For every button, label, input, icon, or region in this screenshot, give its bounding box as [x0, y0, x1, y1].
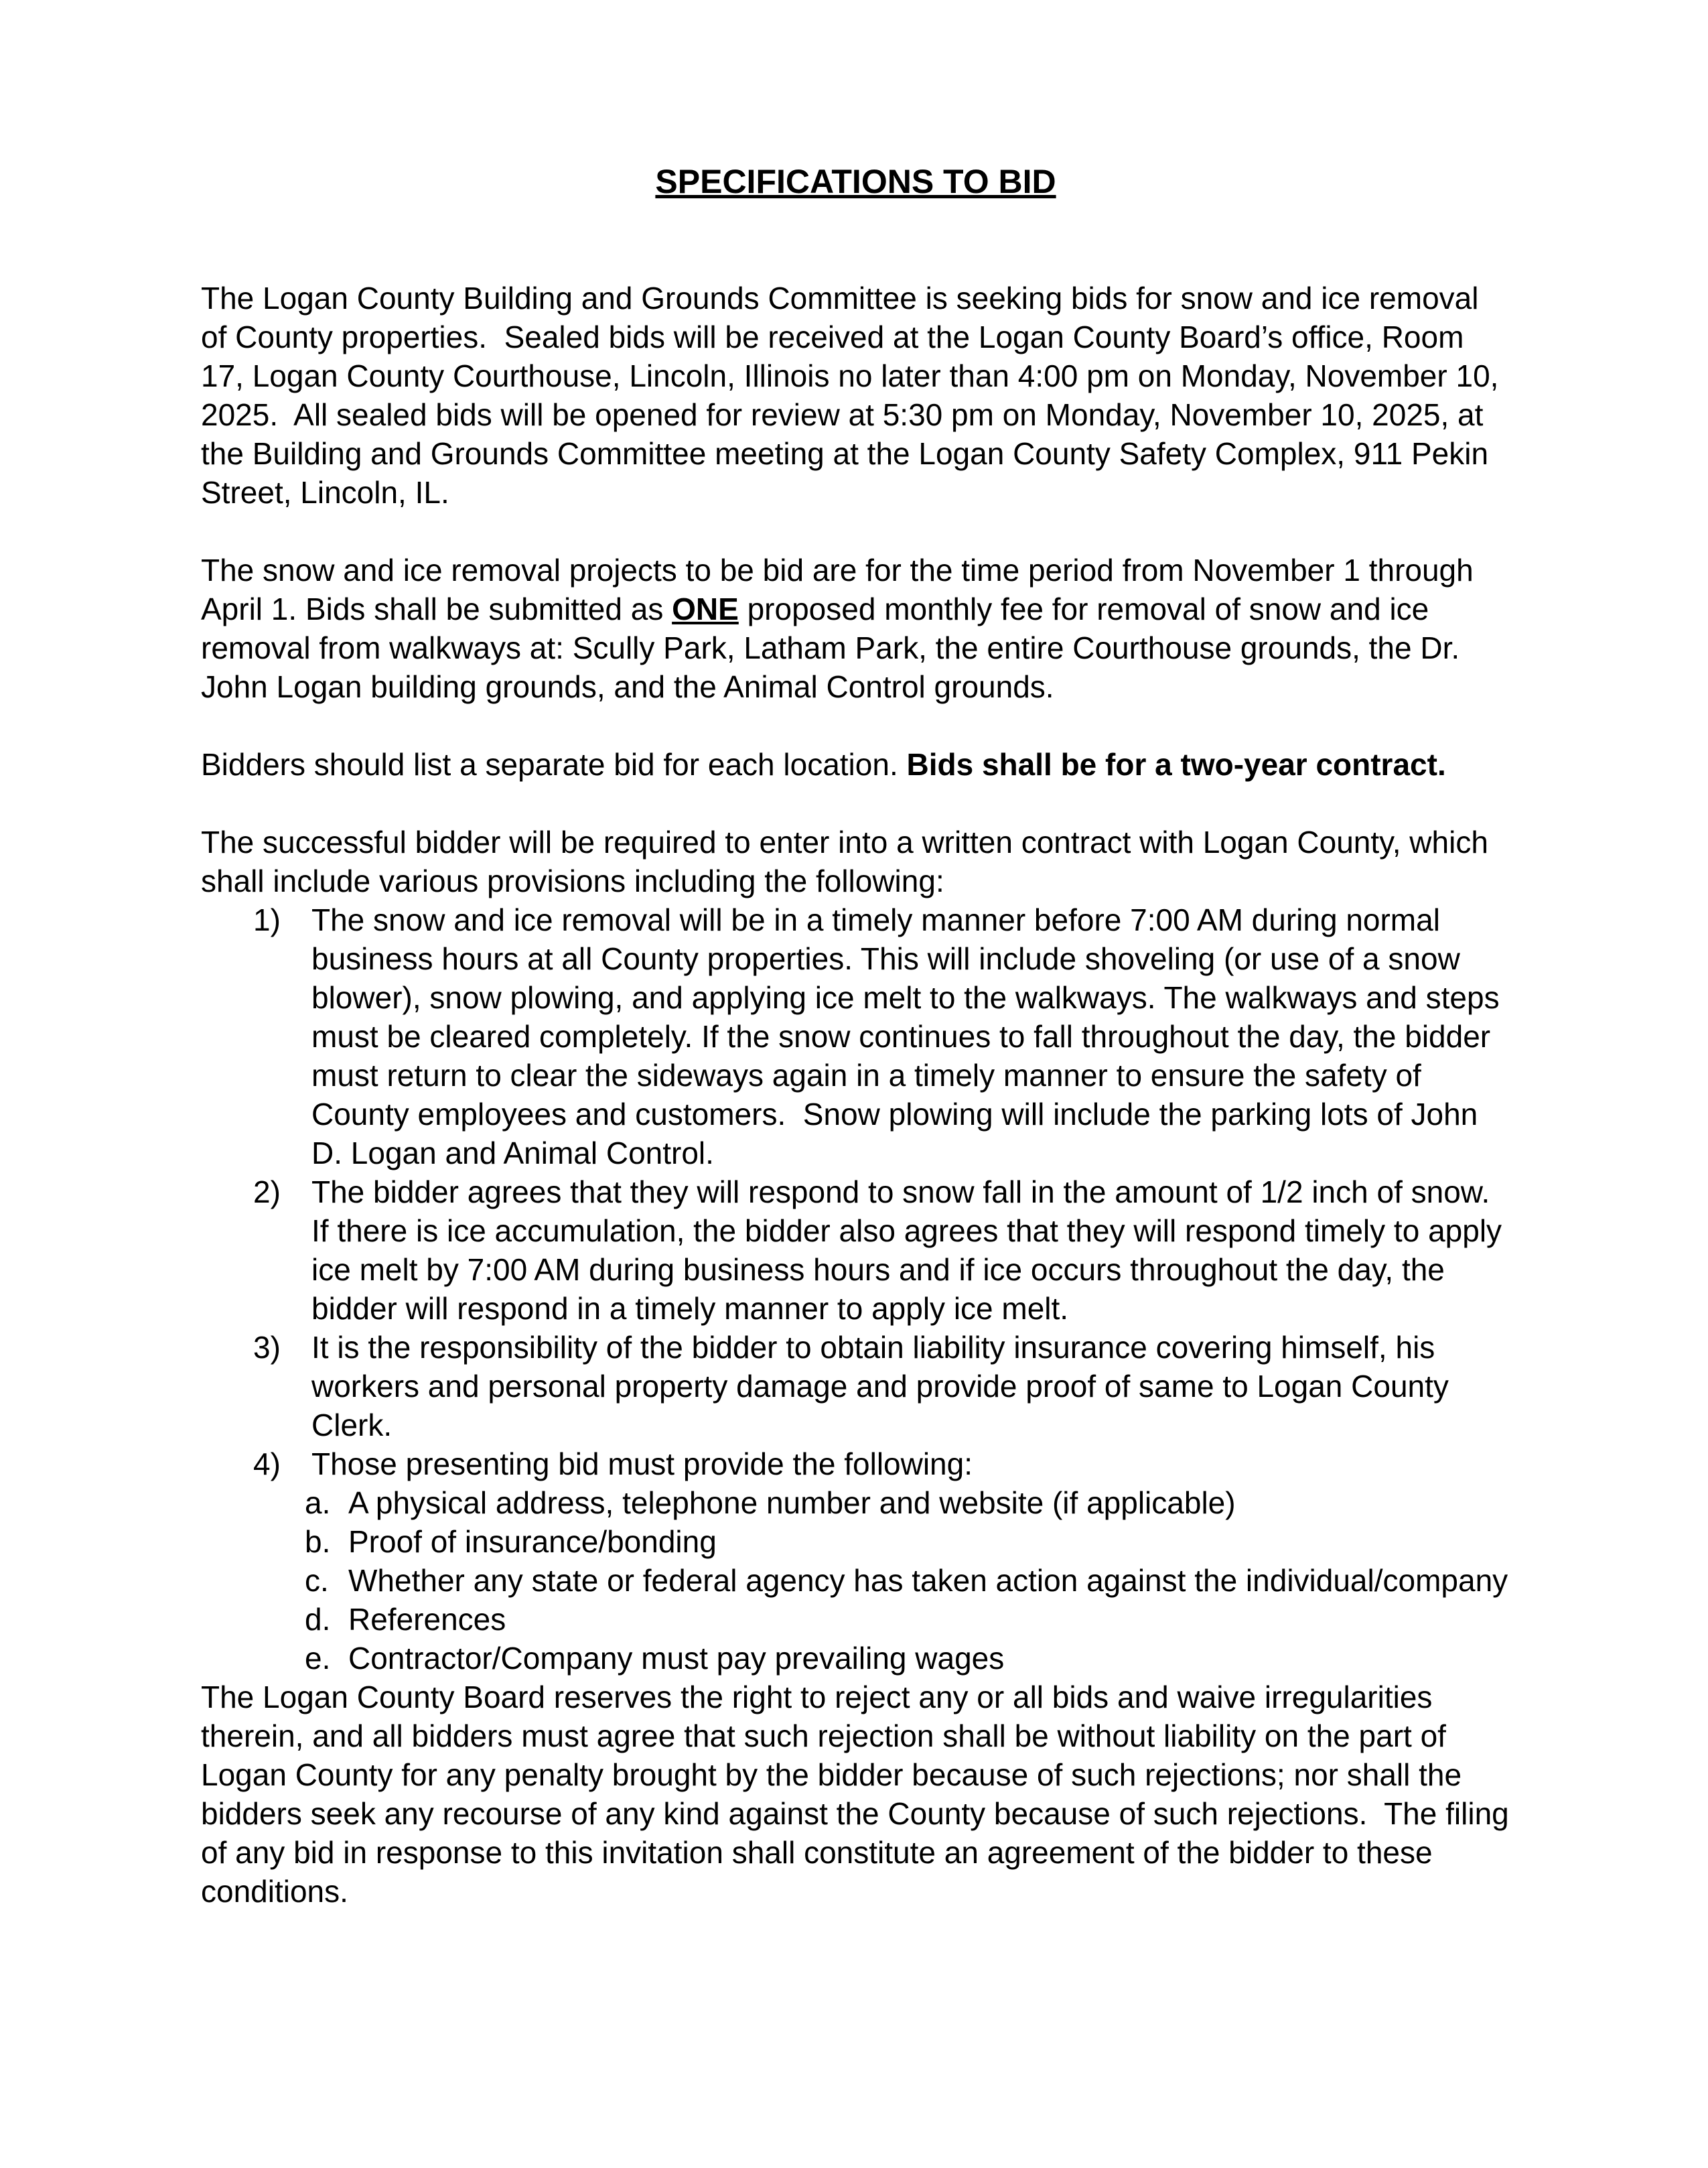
list-item-1-marker: 1): [253, 902, 281, 937]
sublist-item-b-text: Proof of insurance/bonding: [348, 1524, 717, 1559]
list-item-2-marker: 2): [253, 1174, 281, 1209]
list-item-3: [201, 1328, 1510, 1444]
sublist-item-e-marker: e.: [305, 1641, 331, 1676]
sublist-item-d: [201, 1600, 1510, 1639]
list-item-4-marker: 4): [253, 1446, 281, 1481]
sublist-item-b-marker: b.: [305, 1524, 331, 1559]
paragraph-separate-bids-pre: Bidders should list a separate bid for each location.: [201, 747, 907, 782]
sublist-item-e-text: Contractor/Company must pay prevailing wages: [348, 1641, 1005, 1676]
list-item-4-text: Those presenting bid must provide the following:: [311, 1446, 973, 1481]
sublist-item-d-marker: d.: [305, 1602, 331, 1637]
sublist-item-d-text: References: [348, 1602, 506, 1637]
paragraph-project-scope-one-emphasis: ONE: [672, 592, 739, 626]
sublist-item-c-text: Whether any state or federal agency has taken action against the individual/company: [348, 1563, 1508, 1598]
list-item-3-marker: 3): [253, 1330, 281, 1365]
paragraph-project-scope-post: proposed monthly fee for removal of snow and ice removal from walkways at: Scully Park, Latham Park, the entire Courthouse grounds, the Dr. John Logan building grounds, and the Animal Control grounds.: [201, 592, 1468, 704]
paragraph-contract-provisions-intro-text: The successful bidder will be required to enter into a written contract with Logan County, which shall include various provisions including the following:: [201, 825, 1497, 898]
lettered-sublist: [201, 1483, 1510, 1678]
paragraph-contract-provisions-intro: [201, 823, 1510, 900]
list-item-1: [201, 900, 1510, 1172]
sublist-item-c-marker: c.: [305, 1563, 329, 1598]
list-item-2-text: The bidder agrees that they will respond to snow fall in the amount of 1/2 inch of snow. If there is ice accumulation, the bidder also agrees that they will respond timely to apply ice melt by 7:00 AM during business hours and if ice occurs throughout the day, the bidder will respond in a timely manner to apply ice melt.: [311, 1174, 1510, 1326]
paragraph-bid-invitation-text: The Logan County Building and Grounds Committee is seeking bids for snow and ice removal of County properties. Sealed bids will be received at the Logan County Board’s office, Room 17, Logan County Courthouse, Lincoln, Illinois no later than 4:00 pm on Monday, November 10, 2025. All sealed bids will be opened for review at 5:30 pm on Monday, November 10, 2025, at the Building and Grounds Committee meeting at the Logan County Safety Complex, 911 Pekin Street, Lincoln, IL.: [201, 281, 1508, 510]
sublist-item-b: [201, 1522, 1510, 1561]
document-title: SPECIFICATIONS TO BID: [655, 163, 1056, 200]
numbered-list: [201, 900, 1510, 1678]
sublist-item-e: [201, 1639, 1510, 1678]
paragraph-separate-bids: [201, 745, 1510, 784]
paragraph-bid-invitation: [201, 279, 1510, 512]
paragraph-rejection-rights-text: The Logan County Board reserves the right to reject any or all bids and waive irregularities therein, and all bidders must agree that such rejection shall be without liability on the part of Logan County for any penalty brought by the bidder because of such rejections; nor shall the bidders seek any recourse of any kind against the County because of such rejections. The filing of any bid in response to this invitation shall constitute an agreement of the bidder to these conditions.: [201, 1680, 1518, 1909]
sublist-item-c: [201, 1561, 1510, 1600]
paragraph-project-scope: [201, 551, 1510, 706]
paragraph-rejection-rights: [201, 1678, 1518, 1911]
list-item-4: [201, 1444, 1510, 1483]
list-item-1-text: The snow and ice removal will be in a timely manner before 7:00 AM during normal business hours at all County properties. This will include shoveling (or use of a snow blower), snow plowing, and applying ice melt to the walkways. The walkways and steps must be cleared completely. If the snow continues to fall throughout the day, the bidder must return to clear the sideways again in a timely manner to ensure the safety of County employees and customers. Snow plowing will include the parking lots of John D. Logan and Animal Control.: [311, 902, 1508, 1170]
sublist-item-a: [201, 1483, 1510, 1522]
sublist-item-a-text: A physical address, telephone number and website (if applicable): [348, 1485, 1236, 1520]
paragraph-separate-bids-contract-bold: Bids shall be for a two-year contract.: [906, 747, 1446, 782]
paragraph-project-scope-pre: The snow and ice removal projects to be bid are for the time period from November 1 through April 1. Bids shall be submitted as: [201, 553, 1480, 626]
sublist-item-a-marker: a.: [305, 1485, 331, 1520]
list-item-3-text: It is the responsibility of the bidder to obtain liability insurance covering himself, his workers and personal property damage and provide proof of same to Logan County Clerk.: [311, 1330, 1457, 1442]
list-item-2: [201, 1172, 1510, 1328]
